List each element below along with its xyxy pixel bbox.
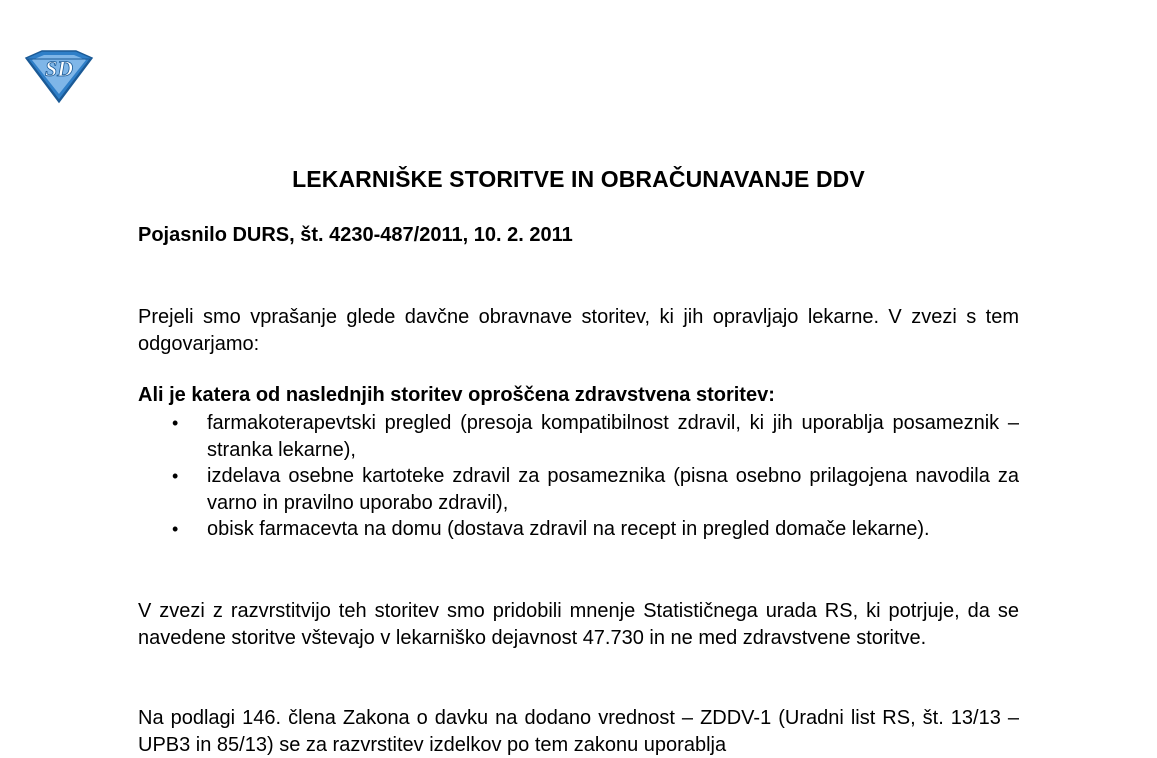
service-list <box>138 410 1019 543</box>
paragraph-intro: Prejeli smo vprašanje glede davčne obravnave storitev, ki jih opravljajo lekarne. V zvezi s tem odgovarjamo: <box>138 306 1019 355</box>
document-title: LEKARNIŠKE STORITVE IN OBRAČUNAVANJE DDV <box>292 166 865 192</box>
paragraph-classification: V zvezi z razvrstitvijo teh storitev smo pridobili mnenje Statističnega urada RS, ki potrjuje, da se navedene storitve vštevajo v lekarniško dejavnost 47.730 in ne med zdravstvene storitve. <box>138 600 1019 649</box>
bullet-icon: • <box>172 413 179 433</box>
list-item: • izdelava osebne kartoteke zdravil za posameznika (pisna osebno prilagojena navodila za varno in pravilno uporabo zdravil), <box>172 465 1019 514</box>
document-subtitle: Pojasnilo DURS, št. 4230-487/2011, 10. 2. 2011 <box>138 224 573 246</box>
bullet-icon: • <box>172 519 179 539</box>
list-item: • obisk farmacevta na domu (dostava zdravil na recept in pregled domače lekarne). <box>138 516 1019 543</box>
list-item: • farmakoterapevtski pregled (presoja kompatibilnost zdravil, ki jih uporablja posameznik – stranka lekarne), <box>172 412 1019 461</box>
company-logo <box>22 50 96 104</box>
bullet-icon: • <box>172 466 179 486</box>
paragraph-legal-basis: Na podlagi 146. člena Zakona o davku na dodano vrednost – ZDDV-1 (Uradni list RS, št. 13/13 – UPB3 in 85/13) se za razvrstitev izdelkov po tem zakonu uporablja <box>138 707 1019 756</box>
question-heading: Ali je katera od naslednjih storitev oproščena zdravstvena storitev: <box>138 384 775 406</box>
svg-text:SD: SD <box>44 56 74 81</box>
